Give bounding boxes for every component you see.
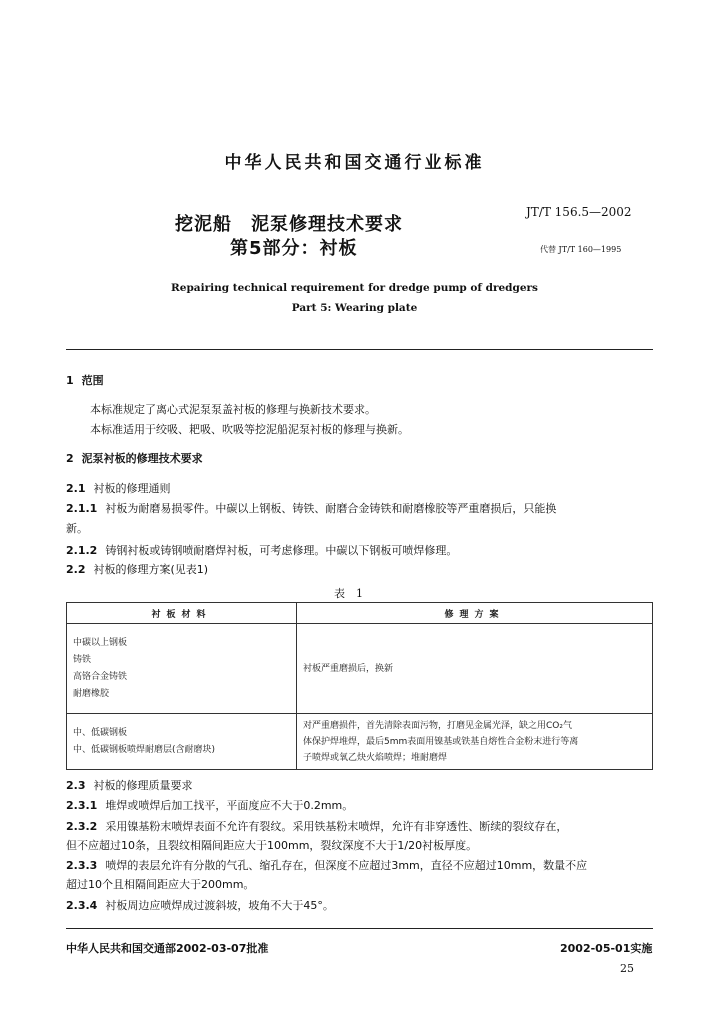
- replaces-standard: 代替 JT/T 160—1995: [540, 245, 622, 254]
- document-title-line1: 挖泥船 泥泵修理技术要求: [175, 214, 403, 235]
- english-title-line2: Part 5: Wearing plate: [291, 302, 418, 314]
- material-item: 中、低碳钢板: [73, 727, 128, 738]
- clause-number: 2.3.3: [66, 859, 98, 872]
- section-number: 2.2: [66, 563, 86, 576]
- table-row: [67, 624, 653, 714]
- material-item: 高铬合金铸铁: [73, 671, 128, 682]
- document-title-line2: 第5部分：衬板: [230, 238, 358, 259]
- scheme-line: 子喷焊或氧乙炔火焰喷焊；堆耐磨焊: [303, 752, 448, 763]
- clause-2-3-1: [66, 797, 353, 815]
- section-2-1-heading: [66, 480, 171, 498]
- clause-continuation: 超过10个且相隔间距应大于200mm。: [66, 878, 255, 891]
- clause-number: 2.3.2: [66, 820, 98, 833]
- clause-number: 2.1.2: [66, 544, 98, 557]
- section-number: 1: [66, 374, 74, 387]
- section-2-3-heading: [66, 777, 193, 795]
- section-number: 2.1: [66, 482, 86, 495]
- section-number: 2.3: [66, 779, 86, 792]
- section-title: 衬板的修理质量要求: [93, 779, 193, 792]
- section-title: 衬板的修理通则: [93, 482, 171, 495]
- issuing-organization: 中华人民共和国交通行业标准: [224, 153, 485, 173]
- clause-text: 堆焊或喷焊后加工找平，平面度应不大于0.2mm。: [105, 799, 354, 812]
- section-2-2-heading: [66, 561, 208, 579]
- clause-text: 采用镍基粉末喷焊表面不允许有裂纹。采用铁基粉末喷焊，允许有非穿透性、断续的裂纹存在，: [105, 820, 568, 833]
- clause-2-1-1: [66, 500, 556, 518]
- clause-2-3-3: [66, 857, 587, 875]
- paragraph: 本标准适用于绞吸、耙吸、吹吸等挖泥船泥泵衬板的修理与换新。: [90, 423, 409, 436]
- section-title: 泥泵衬板的修理技术要求: [81, 452, 203, 465]
- section-title: 范围: [81, 374, 104, 387]
- footer-divider: [66, 928, 653, 929]
- section-2-heading: [66, 450, 203, 468]
- scheme-line: 对严重磨损件，首先清除表面污物，打磨见金属光泽，缺之用CO₂气: [303, 720, 572, 731]
- page-number: 25: [620, 962, 634, 975]
- table-header-row: [67, 603, 653, 624]
- header-material: 衬板材料: [67, 603, 297, 624]
- repair-scheme-table: [66, 602, 653, 770]
- clause-text: 衬板周边应喷焊成过渡斜坡，坡角不大于45°。: [105, 899, 334, 912]
- scheme-cell: [297, 714, 653, 770]
- clause-2-1-2: [66, 542, 457, 560]
- material-item: 中碳以上钢板: [73, 637, 128, 648]
- approval-note: 中华人民共和国交通部2002-03-07批准: [66, 942, 269, 955]
- section-1-heading: [66, 372, 104, 390]
- clause-text: 衬板为耐磨易损零件。中碳以上钢板、铸铁、耐磨合金铸铁和耐磨橡胶等严重磨损后，只能换: [105, 502, 557, 515]
- table-caption: 表 1: [334, 587, 363, 600]
- material-item: 铸铁: [73, 654, 92, 665]
- paragraph: 本标准规定了离心式泥泵泵盖衬板的修理与换新技术要求。: [90, 403, 376, 416]
- clause-continuation: 但不应超过10条，且裂纹相隔间距应大于100mm，裂纹深度不大于1/20衬板厚度。: [66, 839, 478, 852]
- material-item: 耐磨橡胶: [73, 688, 110, 699]
- clause-text: 铸钢衬板或铸钢喷耐磨焊衬板，可考虑修理。中碳以下钢板可喷焊修理。: [105, 544, 458, 557]
- standard-number: JT/T 156.5—2002: [526, 205, 632, 219]
- scheme-cell: [297, 624, 653, 714]
- implementation-date: 2002-05-01实施: [560, 942, 653, 955]
- scheme-line: 体保护焊堆焊，最后5mm表面用镍基或铁基自熔性合金粉末进行等离: [303, 736, 579, 747]
- scheme-line: 衬板严重磨损后，换新: [303, 663, 394, 674]
- clause-2-3-4: [66, 897, 334, 915]
- english-title-line1: Repairing technical requirement for dredge pump of dredgers: [171, 282, 538, 294]
- material-cell: [67, 624, 297, 714]
- clause-number: 2.3.1: [66, 799, 98, 812]
- clause-continuation: 新。: [66, 522, 88, 535]
- table-row: [67, 714, 653, 770]
- clause-number: 2.1.1: [66, 502, 98, 515]
- section-number: 2: [66, 452, 74, 465]
- header-divider: [66, 349, 653, 350]
- material-item: 中、低碳钢板喷焊耐磨层(含耐磨块): [73, 744, 216, 755]
- section-title: 衬板的修理方案(见表1): [93, 563, 209, 576]
- header-scheme: 修理方案: [297, 603, 653, 624]
- clause-2-3-2: [66, 818, 567, 836]
- clause-text: 喷焊的表层允许有分散的气孔、缩孔存在，但深度不应超过3mm，直径不应超过10mm，数量不应: [105, 859, 588, 872]
- clause-number: 2.3.4: [66, 899, 98, 912]
- material-cell: [67, 714, 297, 770]
